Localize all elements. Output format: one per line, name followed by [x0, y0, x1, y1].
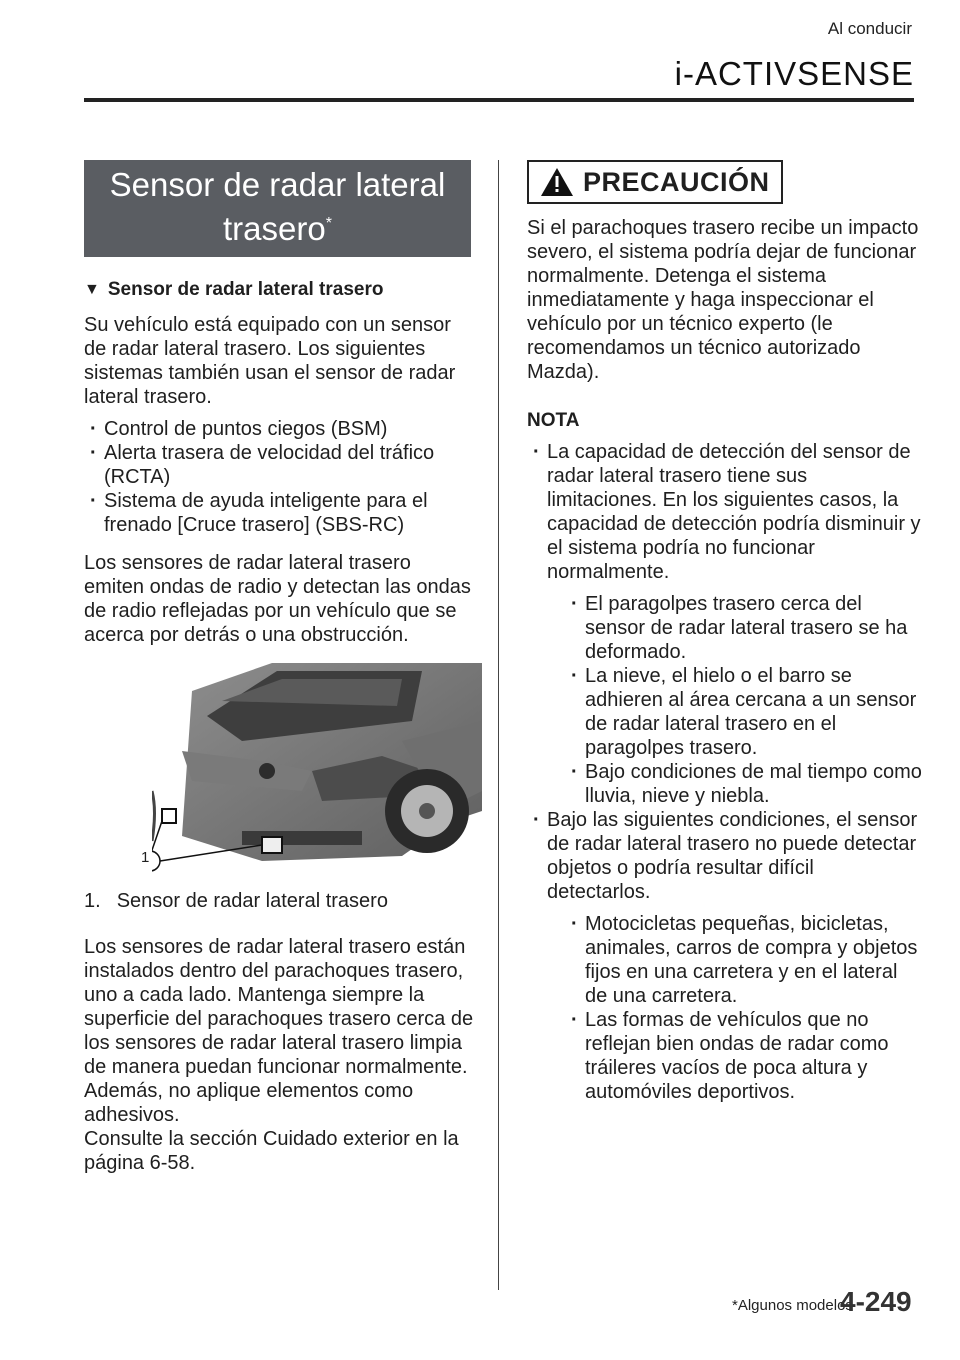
list-item [527, 440, 922, 808]
nota-label: NOTA [527, 410, 580, 431]
subheading [84, 279, 474, 301]
caution-heading [527, 160, 783, 204]
footer-note: *Algunos modelos [732, 1297, 853, 1314]
note1-sublist [565, 592, 922, 808]
subheading-text: Sensor de radar lateral trasero [107, 279, 384, 300]
left-column [84, 160, 474, 1175]
list-item: · La nieve, el hielo o el barro se adhieren al área cercana a un sensor de radar lateral trasero en el paragolpes trasero. [565, 664, 922, 760]
right-column [527, 160, 922, 1104]
car-rear-illustration-svg [152, 661, 482, 876]
list-item: · Motocicletas pequeñas, bicicletas, animales, carros de compra y objetos fijos en una carretera y en el lateral de una carretera. [565, 912, 922, 1008]
caption-text: Sensor de radar lateral trasero [116, 890, 388, 912]
car-rear-illustration [141, 661, 482, 876]
column-divider [498, 160, 499, 1290]
title-line2 [84, 204, 471, 249]
header-section: Al conducir [827, 19, 912, 38]
caption-number: 1. [84, 890, 101, 912]
notes-list [527, 440, 922, 1104]
list-item: · Control de puntos ciegos (BSM) [84, 417, 474, 441]
radio-waves-paragraph: Los sensores de radar lateral trasero emiten ondas de radio y detectan las ondas de radio reflejadas por un vehículo que se acerca por detrás o una obstrucción. [84, 552, 471, 646]
caution-label: PRECAUCIÓN [583, 166, 770, 197]
page-number: 4-249 [840, 1286, 912, 1317]
intro-paragraph: Su vehículo está equipado con un sensor de radar lateral trasero. Los siguientes sistemas también usan el sensor de radar lateral trasero. [84, 314, 456, 408]
title-mark: * [325, 215, 332, 232]
header-chapter: i-ACTIVSENSE [674, 55, 914, 92]
list-item [527, 808, 922, 1104]
list-item: · Alerta trasera de velocidad del tráfico (RCTA) [84, 441, 474, 489]
title-line2-text: trasero [223, 210, 326, 247]
note1-text: La capacidad de detección del sensor de radar lateral trasero tiene sus limitaciones. En los siguientes casos, la capacidad de detección podría disminuir y el sistema podría no funcionar normalmente. [547, 441, 921, 583]
list-item: · Sistema de ayuda inteligente para el frenado [Cruce trasero] (SBS-RC) [84, 489, 474, 537]
mounting-paragraph: Los sensores de radar lateral trasero están instalados dentro del parachoques trasero, uno a cada lado. Mantenga siempre la superficie del parachoques trasero cerca de los sensores de radar lateral trasero limpia de manera puedan funcionar normalmente. Además, no aplique elementos como adhesivos. [84, 936, 474, 1126]
list-item: · El paragolpes trasero cerca del sensor de radar lateral trasero se ha deformado. [565, 592, 922, 664]
callout-number: 1 [141, 849, 150, 866]
caution-text: Si el parachoques trasero recibe un impacto severo, el sistema podría dejar de funcionar normalmente. Detenga el sistema inmediatamente y haga inspeccionar el vehículo por un técnico experto (le recomendamos un técnico autorizado Mazda). [527, 217, 919, 383]
list-item: · Las formas de vehículos que no reflejan bien ondas de radar como tráileres vacíos de poca altura y automóviles deportivos. [565, 1008, 922, 1104]
title-line1: Sensor de radar lateral [109, 166, 446, 203]
note2-sublist [565, 912, 922, 1104]
note2-text: Bajo las siguientes condiciones, el sensor de radar lateral trasero no puede detectar objetos o podría resultar difícil detectarlos. [547, 809, 918, 903]
figure-caption [84, 890, 474, 913]
systems-list [84, 417, 474, 537]
reference-paragraph: Consulte la sección Cuidado exterior en la página 6-58. [84, 1128, 459, 1174]
list-item: · Bajo condiciones de mal tiempo como lluvia, nieve y niebla. [565, 760, 922, 808]
section-title [84, 160, 471, 257]
warning-triangle-icon [539, 166, 575, 198]
triangle-down-icon: ▼ [84, 281, 100, 298]
header-rule [84, 98, 914, 102]
